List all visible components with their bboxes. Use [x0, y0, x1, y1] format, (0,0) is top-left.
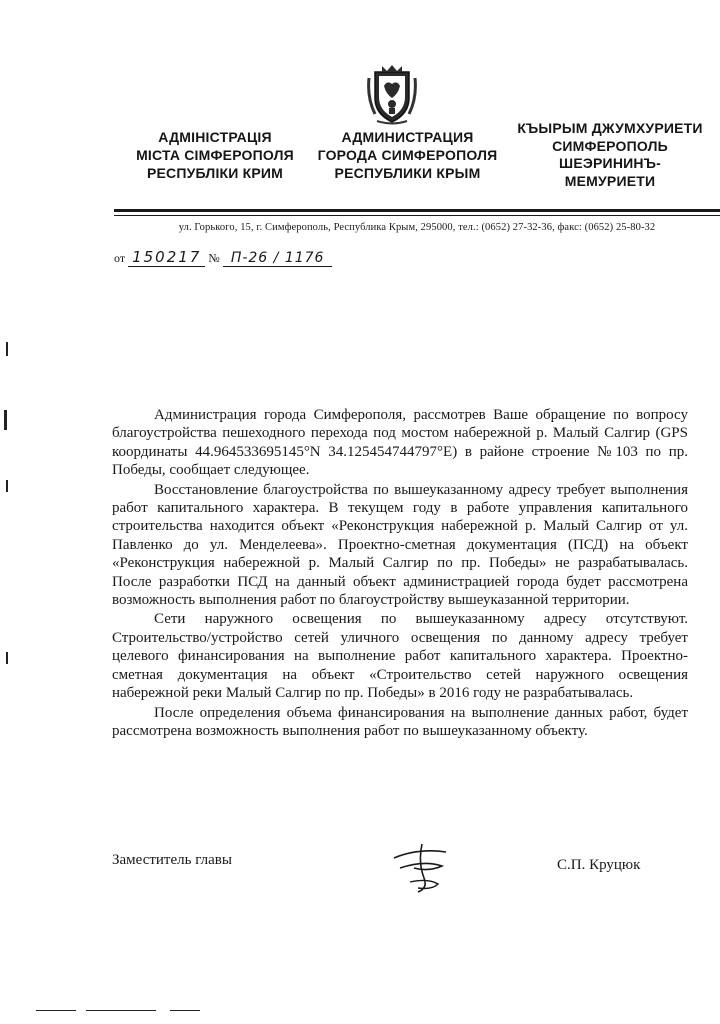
- scan-mark: [6, 342, 8, 356]
- registration-number: П-26 / 1176: [223, 250, 333, 267]
- address-line: ул. Горького, 15, г. Симферополь, Республика Крым, 295000, тел.: (0652) 27-32-36, факс: (0652) 25-80-32: [178, 222, 656, 233]
- header-crimean-tatar-line: ШЕЭРИНИНЪ-: [559, 155, 661, 171]
- scan-mark: [4, 410, 7, 430]
- header-crimean-tatar: [505, 120, 715, 190]
- body-paragraph: Администрация города Симферополя, рассмотрев Ваше обращение по вопросу благоустройства пешеходного перехода под мостом набережной р. Малый Салгир (GPS координаты 44.964533695145°N 34.125454744797°E) в районе строение №103 по пр. Победы, сообщает следующее.: [112, 407, 688, 479]
- scan-mark: [86, 1010, 156, 1011]
- number-label: №: [208, 251, 220, 265]
- scan-mark: [36, 1010, 76, 1011]
- signer-name: С.П. Круцюк: [557, 857, 641, 873]
- header-russian: [300, 128, 515, 182]
- header-divider-thin: [114, 215, 720, 216]
- scan-mark: [6, 480, 8, 492]
- body-paragraph: Восстановление благоустройства по вышеуказанному адресу требует выполнения работ капитального характера. В текущем году в работе управления капитального строительства находится объект «Реконструкция набережной р. Малый Салгир от ул. Павленко до ул. Менделеева». Проектно-сметная документация (ПСД) на объект «Реконструкция набережной р. Малый Салгир по пр. Победы» не разрабатывалась. После разработки ПСД на данный объект администрацией города будет рассмотрена возможность выполнения работ по благоустройству вышеуказанной территории.: [112, 481, 688, 609]
- scan-mark: [6, 652, 8, 664]
- header-ukrainian-line: АДМІНІСТРАЦІЯ: [158, 129, 272, 145]
- letter-body: [112, 406, 688, 741]
- header-ukrainian-line: МІСТА СІМФЕРОПОЛЯ: [136, 147, 294, 163]
- header-russian-line: РЕСПУБЛИКИ КРЫМ: [334, 165, 481, 181]
- crimea-coat-of-arms-icon: [367, 64, 417, 126]
- body-paragraph: Сети наружного освещения по вышеуказанному адресу отсутствуют. Строительство/устройство сетей уличного освещения по данному адресу требует целевого финансирования на выполнение работ капитального характера. Проектно-сметная документация на объект «Строительство сетей наружного освещения набережной реки Малый Салгир по пр. Победы» в 2016 году не разрабатывалась.: [112, 611, 688, 702]
- header-ukrainian-line: РЕСПУБЛІКИ КРИМ: [146, 165, 284, 181]
- registration-line: [114, 248, 332, 266]
- registration-date: 150217: [128, 248, 205, 267]
- header-russian-line: АДМИНИСТРАЦИЯ: [341, 129, 474, 145]
- date-label: от: [114, 251, 126, 265]
- header-ukrainian: [120, 128, 310, 182]
- header-divider-thick: [114, 209, 720, 212]
- scan-mark: [170, 1010, 200, 1011]
- signer-position: Заместитель главы: [112, 852, 232, 868]
- body-paragraph: После определения объема финансирования на выполнение данных работ, будет рассмотрена возможность выполнения работ по вышеуказанному объекту.: [112, 704, 688, 739]
- header-crimean-tatar-line: КЪЫРЫМ ДЖУМХУРИЕТИ: [517, 120, 703, 136]
- handwritten-signature-icon: [388, 838, 458, 896]
- header-crimean-tatar-line: МЕМУРИЕТИ: [564, 172, 656, 189]
- header-russian-line: ГОРОДА СИМФЕРОПОЛЯ: [317, 147, 498, 163]
- header-crimean-tatar-line: СИМФЕРОПОЛЬ: [552, 137, 668, 154]
